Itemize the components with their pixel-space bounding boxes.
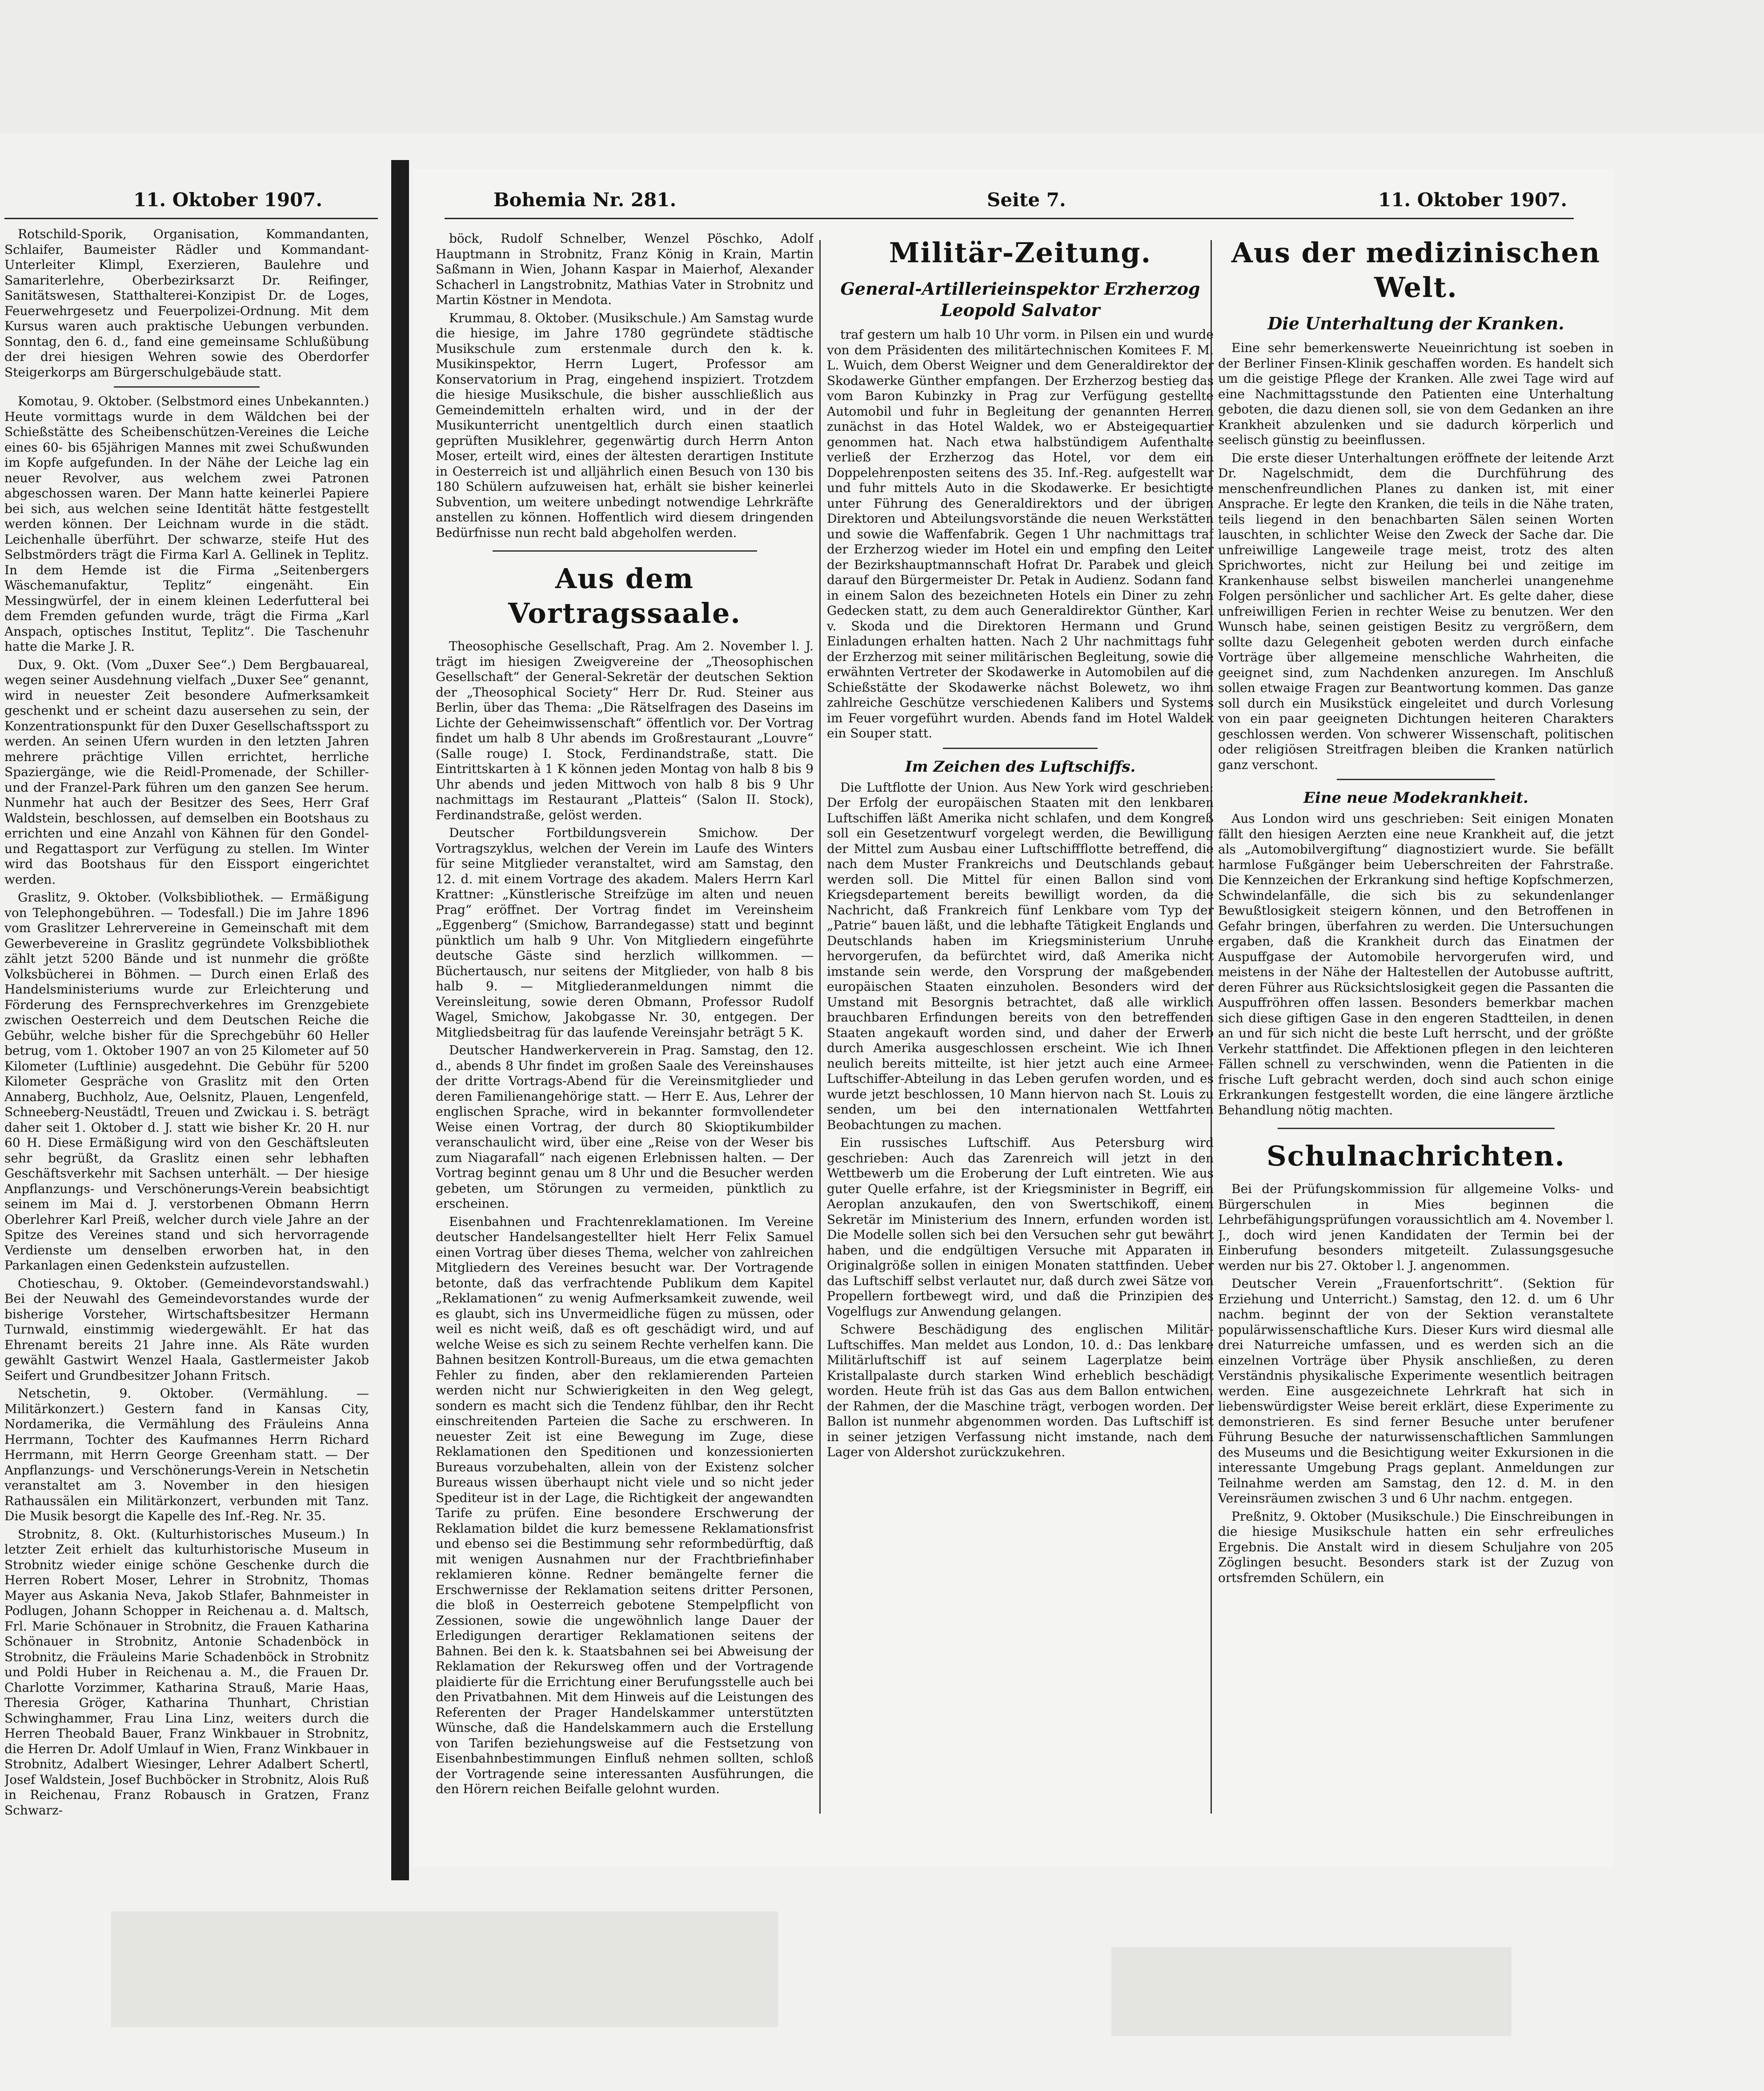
left-paragraph: Chotieschau, 9. Oktober. (Gemeindevorstandswahl.) Bei der Neuwahl des Gemeindevorstandes wurde der bisherige Vorsteher, Wirtschaftsbesitzer Hermann Turnwald, einstimmig wiedergewählt. Er hat das Ehrenamt bereits 21 Jahre inne. Als Räte wurden gewählt Gastwirt Wenzel Haala, Gastlermeister Jakob Seifert und Grundbesitzer Johann Fritsch.	[4, 1276, 369, 1383]
left-paragraph: Strobnitz, 8. Okt. (Kulturhistorisches Museum.) In letzter Zeit erhielt das kulturhistorische Museum in Strobnitz wieder einige schöne Geschenke durch die Herren Robert Moser, Lehrer in Strobnitz, Thomas Mayer aus Askania Neva, Jakob Stlafer, Bahnmeister in Podlugen, Johann Schopper in Reichenau a. d. Maltsch, Frl. Marie Schönauer in Strobnitz, die Frauen Katharina Schönauer in Strobnitz, Antonie Schadenböck in Strobnitz, die Fräuleins Marie Schadenböck in Strobnitz und Poldi Huber in Reichenau a. M., die Frauen Dr. Charlotte Vorzimmer, Katharina Strauß, Marie Haas, Theresia Gröger, Katharina Thunhart, Christian Schwinghammer, Frau Lina Linz, weiters durch die Herren Theobald Bauer, Franz Winkbauer in Strobnitz, die Herren Dr. Adolf Umlauf in Wien, Franz Winkbauer in Strobnitz, Adalbert Wiesinger, Lehrer Adalbert Schertl, Josef Waldstein, Josef Buchböcker in Strobnitz, Alois Ruß in Reichenau, Franz Robausch in Gratzen, Franz Schwarz-	[4, 1526, 369, 1818]
left-facing-page	[0, 151, 382, 1991]
left-column-text	[4, 227, 369, 1960]
header-rule	[445, 218, 1574, 219]
left-paragraph: Komotau, 9. Oktober. (Selbstmord eines Unbekannten.) Heute vormittags wurde in dem Wäldchen bei der Schießstätte des Scheibenschützen-Vereines die Leiche eines 60- bis 65jährigen Mannes mit zwei Schußwunden im Kopfe aufgefunden. In der Nähe der Leiche lag ein neuer Revolver, aus welchem zwei Patronen abgeschossen waren. Der Mann hatte keinerlei Papiere bei sich, aus welchen seine Identität hätte festgestellt werden können. Der Leichnam wurde in die städt. Leichenhalle überführt. Der schwarze, steife Hut des Selbstmörders trägt die Firma Karl A. Gellinek in Teplitz. In dem Hemde ist die Firma „Seitenbergers Wäschemanufaktur, Teplitz“ eingenäht. Ein Messingwürfel, der in einem kleinen Lederfutteral bei dem Fremden gefunden wurde, trägt die Firma „Karl Anspach, optisches Institut, Teplitz“. Die Taschenuhr hatte die Marke J. R.	[4, 394, 369, 654]
left-paragraph: Graslitz, 9. Oktober. (Volksbibliothek. — Ermäßigung von Telephongebühren. — Todesfall.) Die im Jahre 1896 vom Graslitzer Lehrervereine in Gemeinschaft mit dem Gewerbevereine in Graslitz gegründete Volksbibliothek zählt jetzt 5200 Bände und ist nunmehr die größte Volksbücherei in Böhmen. — Durch einen Erlaß des Handelsministeriums wurde zur Erleichterung und Förderung des Fernsprechverkehres im Grenzgebiete zwischen Oesterreich und dem Deutschen Reiche die Gebühr, welche bisher für die Sprechgebühr 60 Heller betrug, vom 1. Oktober 1907 an von 25 Kilometer auf 50 Kilometer (Luftlinie) ausgedehnt. Die Gebühr für 5200 Kilometer Gespräche von Graslitz mit den Orten Annaberg, Buchholz, Aue, Oelsnitz, Plauen, Lengenfeld, Schneeberg-Neustädtl, Treuen und Zwickau i. S. beträgt daher seit 1. Oktober d. J. statt wie bisher Kr. 20 H. nur 60 H. Diese Ermäßigung wird von den Geschäftsleuten sehr begrüßt, da Graslitz einen sehr lebhaften Geschäftsverkehr mit Sachsen unterhält. — Der hiesige Anpflanzungs- und Verschönerungs-Verein beabsichtigt seinem im Mai d. J. verstorbenen Obmann Herrn Oberlehrer Karl Preiß, welcher durch viele Jahre an der Spitze des Vereines stand und sich hervorragende Verdienste um denselben erworben hat, in den Parkanlagen einen Gedenkstein aufzustellen.	[4, 890, 369, 1273]
article-text: Die Luftflotte der Union. Aus New York wird geschrieben: Der Erfolg der europäischen Staaten mit den lenkbaren Luftschiffen läßt Amerika nicht schlafen, und dem Kongreß soll ein Gesetzentwurf vorgelegt werden, die Bewilligung der Mittel zum Ausbau einer Luftschiffflotte betreffend, die nach dem Muster Frankreichs und Deutschlands gebaut werden soll. Die Mittel für einen Ballon sind vom Kriegsdepartement bereits bewilligt worden, da die Nachricht, daß Frankreich fünf Lenkbare vom Typ der „Patrie“ bauen läßt, und die lebhafte Tätigkeit Englands und Deutschlands haben im Kriegsministerium Unruhe hervorgerufen, da befürchtet wird, daß Amerika nicht imstande sein werde, den Vorsprung der maßgebenden europäischen Staaten einzuholen. Besonders wird der Umstand mit Besorgnis betrachtet, daß alle wirklich brauchbaren Erfindungen bereits von den betreffenden Staaten angekauft worden sind, und daher der Erwerb durch Amerika ausgeschlossen erscheint. Wie ich Ihnen neulich bereits mitteilte, ist hier jetzt auch eine Armee-Luftschiffer-Abteilung in das Leben gerufen worden, und es wurde jetzt beschlossen, 10 Mann hiervon nach St. Louis zu senden, um bei den internationalen Wettfahrten Beobachtungen zu machen.	[827, 780, 1214, 1132]
article-title: Im Zeichen des Luftschiffs.	[905, 757, 1136, 776]
article-text: Bei der Prüfungskommission für allgemeine Volks- und Bürgerschulen in Mies beginnen die Lehrbefähigungsprüfungen voraussichtlich am 4. November l. J., doch wird jenen Kandidaten der Termin bei der Einberufung besonders mitgeteilt. Zulassungsgesuche werden nur bis 27. Oktober l. J. angenommen.	[1218, 1182, 1614, 1273]
scan-background-top	[0, 0, 1764, 133]
column-rule	[819, 240, 821, 1814]
divider	[943, 748, 1098, 749]
column-4	[1218, 231, 1614, 1814]
binding-gutter	[391, 160, 409, 1880]
section-title-medizinische-welt: Aus der medizinischen Welt.	[1231, 236, 1601, 304]
divider	[1337, 779, 1495, 780]
divider	[1278, 1128, 1555, 1129]
scan-smudge	[1111, 1947, 1511, 2036]
left-header-rule	[4, 218, 378, 219]
left-paragraph: Rotschild-Sporik, Organisation, Kommandanten, Schlaifer, Baumeister Rädler und Kommandant-Unterleiter Klimpl, Exerzieren, Baulehre und Samariterlehre, Oberbezirksarzt Dr. Reifinger, Sanitätswesen, Statthalterei-Konzipist Dr. de Loges, Feuerwehrgesetz und Feuerpolizei-Ordnung. Mit dem Kursus waren auch praktische Uebungen verbunden. Sonntag, den 6. d., fand eine gemeinsame Schlußübung der drei hiesigen Wehren sowie des Oberdorfer Steigerkorps am Bürgerschulgebäude statt.	[4, 227, 369, 380]
left-paragraph: Netschetin, 9. Oktober. (Vermählung. — Militärkonzert.) Gestern fand in Kansas City, Nordamerika, die Vermählung des Fräuleins Anna Herrmann, Tochter des Kaufmannes Herrn Richard Herrmann, mit Herrn George Greenham statt. — Der Anpflanzungs- und Verschönerungs-Verein in Netschetin veranstaltet am 3. November in den hiesigen Rathaussälen ein Militärkonzert, verbunden mit Tanz. Die Musik besorgt die Kapelle des Inf.-Reg. Nr. 35.	[4, 1386, 369, 1523]
column-2	[436, 231, 814, 1814]
article-text: Schwere Beschädigung des englischen Militär-Luftschiffes. Man meldet aus London, 10. d.: Das lenkbare Militärluftschiff ist auf seinem Lagerplatze beim Kristallpalaste durch starken Wind erheblich beschädigt worden. Heute früh ist das Gas aus dem Ballon entwichen, der Rahmen, der die Maschine trägt, verbogen worden. Der Ballon ist nunmehr abgenommen worden. Das Luftschiff ist in seiner jetzigen Verfassung nicht imstande, nach dem Lager von Aldershot zurückzukehren.	[827, 1322, 1214, 1459]
left-paragraph: Dux, 9. Okt. (Vom „Duxer See“.) Dem Bergbauareal, wegen seiner Ausdehnung vielfach „Duxer See“ genannt, wird in neuester Zeit besondere Aufmerksamkeit geschenkt und er scheint dazu ausersehen zu sein, der Konzentrationspunkt für den Duxer Gesellschaftssport zu werden. An seinen Ufern wurden in den letzten Jahren mehrere prächtige Villen errichtet, herrliche Spaziergänge, wie die Reidl-Promenade, der Schiller- und der Franzel-Park führen um den ganzen See herum. Nunmehr hat auch der Besitzer des Sees, Herr Graf Waldstein, beschlossen, auf demselben ein Bootshaus zu errichten und eine Anzahl von Kähnen für den Gondel- und Regattasport zur Verfügung zu stellen. Im Winter wird das Bootshaus für den Eissport eingerichtet werden.	[4, 657, 369, 887]
paper-issue-title: Bohemia Nr. 281.	[493, 189, 677, 211]
article-text: Eine sehr bemerkenswerte Neueinrichtung ist soeben in der Berliner Finsen-Klinik geschaffen worden. Es handelt sich um die geistige Pflege der Kranken. Alle zwei Tage wird auf eine Nachmittagsstunde den Patienten eine Unterhaltung geboten, die dazu dienen soll, sie von dem Gedanken an ihre Krankheit abzulenken und sie dadurch körperlich und seelisch günstig zu beeinflussen.	[1218, 340, 1614, 447]
divider	[114, 386, 260, 388]
section-title-vortragssaale: Aus dem Vortragssaale.	[508, 562, 741, 629]
article-text: Krummau, 8. Oktober. (Musikschule.) Am Samstag wurde die hiesige, im Jahre 1780 gegründete städtische Musikschule zum erstenmale durch den k. k. Musikinspektor, Herrn Lugert, Professor am Konservatorium in Prag, eingehend inspiziert. Trotzdem die hiesige Musikschule, die bisher ausschließlich aus Gemeindemitteln erhalten wird, und in der der Musikunterricht unentgeltlich durch einen staatlich geprüften Musiklehrer, gegenwärtig durch Herrn Anton Moser, erteilt wird, eines der ältesten derartigen Institute in Oesterreich ist und alljährlich einen Besuch von 130 bis 180 Schülern aufzuweisen hat, erhält sie bisher keinerlei Subvention, um weitere unbedingt notwendige Lehrkräfte anstellen zu können. Hoffentlich wird diesem dringenden Bedürfnisse nun recht bald abgeholfen werden.	[436, 310, 814, 540]
scan-smudge	[111, 1911, 778, 2027]
section-title-militaer-zeitung: Militär-Zeitung.	[889, 236, 1152, 269]
article-text: traf gestern um halb 10 Uhr vorm. in Pilsen ein und wurde von dem Präsidenten des militärtechnischen Komitees F. M. L. Wuich, dem Oberst Weigner und dem Generaldirektor der Skodawerke Günther empfangen. Der Erzherzog bestieg das vom Baron Kubinzky in Prag zur Verfügung gestellte Automobil und fuhr in Begleitung der genannten Herren zunächst in das Hotel Waldek, wo er Absteigequartier genommen hat. Nach etwa halbstündigem Aufenthalte verließ der Erzherzog das Hotel, vor dem ein Doppelehrenposten seitens des 35. Inf.-Reg. aufgestellt war und fuhr mittels Auto in die Skodawerke. Er besichtigte unter Führung des Generaldirektors und der übrigen Direktoren und Abteilungsvorstände die neuen Werkstätten und sowie die Waffenfabrik. Gegen 1 Uhr nachmittags traf der Erzherzog wieder im Hotel ein und empfing den Leiter der Bezirkshauptmannschaft Hofrat Dr. Parabek und gleich darauf den Bürgermeister Dr. Petak in Audienz. Sodann fand in einem Salon des bezeichneten Hotels ein Diner zu zehn Gedecken statt, zu dem auch Generaldirektor Günther, Karl v. Skoda und die Direktoren Hermann und Grund Einladungen erhalten hatten. Nach 2 Uhr nachmittags fuhr der Erzherzog mit seiner militärischen Begleitung, sowie die erwähnten Vertreter der Skodawerke in Automobilen auf die Schießstätte der Skodawerke nächst Bolewetz, wo ihm zahlreiche Geschütze verschiedenen Kalibers und Systems im Feuer vorgeführt wurden. Abends fand im Hotel Waldek ein Souper statt.	[827, 327, 1214, 741]
page-date: 11. Oktober 1907.	[1378, 189, 1568, 211]
article-text: Deutscher Fortbildungsverein Smichow. Der Vortragszyklus, welchen der Verein im Laufe des Winters für seine Mitglieder veranstaltet, wird am Samstag, den 12. d. mit einem Vortrage des akadem. Malers Herrn Karl Krattner: „Künstlerische Streifzüge im alten und neuen Prag“ eröffnet. Der Vortrag findet im Vereinsheim „Eggenberg“ (Smichow, Barrandegasse) statt und beginnt pünktlich um halb 9 Uhr. Von Mitgliedern eingeführte deutsche Gäste sind herzlich willkommen. — Büchertausch, nur seitens der Mitglieder, von halb 8 bis halb 9. — Mitgliederanmeldungen nimmt die Vereinsleitung, sowie deren Obmann, Professor Rudolf Wagel, Smichow, Jakobgasse Nr. 30, entgegen. Der Mitgliedsbeitrag für das laufende Vereinsjahr beträgt 5 K.	[436, 825, 814, 1040]
article-text: Deutscher Handwerkerverein in Prag. Samstag, den 12. d., abends 8 Uhr findet im großen Saale des Vereinshauses der dritte Vortrags-Abend für die Vereinsmitglieder und deren Familienangehörige statt. — Herr E. Aus, Lehrer der englischen Sprache, wird in bekannter formvollendeter Weise einen Vortrag, der durch 80 Skioptikumbilder veranschaulicht wird, über eine „Reise von der Weser bis zum Niagarafall“ nach eigenen Erlebnissen halten. — Der Vortrag beginnt genau um 8 Uhr und die Besucher werden gebeten, um Störungen zu vermeiden, pünktlich zu erscheinen.	[436, 1043, 814, 1211]
article-title: Eine neue Modekrankheit.	[1303, 789, 1528, 807]
article-text: Die erste dieser Unterhaltungen eröffnete der leitende Arzt Dr. Nagelschmidt, dem die Durchführung des menschenfreundlichen Planes zu danken ist, mit einer Ansprache. Er legte den Kranken, die teils in die Nähe traten, teils liegend in den benachbarten Sälen seinen Worten lauschten, in schlichter Weise den Zweck der Sache dar. Die unfreiwillige Langeweile trage meist, trotz des alten Sprichwortes, nicht zur Heilung bei und zeitige im Krankenhause selbst bisweilen mancherlei unangenehme Folgen persönlicher und sachlicher Art. Es gelte daher, diese unfreiwilligen Ferien in rechter Weise zu benutzen. Wer den Wunsch habe, seinen geistigen Besitz zu vergrößern, dem sollte dazu Gelegenheit geboten werden durch einfache Vorträge über allgemeine menschliche Wahrheiten, die geeignet sind, zum Nachdenken anzuregen. Im Anschluß sollen etwaige Fragen zur Beantwortung kommen. Das ganze soll durch ein Musikstück eingeleitet und durch Vorlesung von ein paar geeigneten Dichtungen heiteren Charakters geschlossen werden. Von schwerer Wissenschaft, politischen oder religiösen Streitfragen bleiben die Kranken natürlich ganz verschont.	[1218, 450, 1614, 772]
article-text: böck, Rudolf Schnelber, Wenzel Pöschko, Adolf Hauptmann in Strobnitz, Franz König in Krain, Martin Saßmann in Wien, Johann Kaspar in Maierhof, Alexander Schacherl in Langstrobnitz, Mathias Vater in Strobnitz und Martin Köstner in Mendota.	[436, 231, 814, 307]
article-text: Preßnitz, 9. Oktober (Musikschule.) Die Einschreibungen in die hiesige Musikschule hatten ein sehr erfreuliches Ergebnis. Die Anstalt wird in diesem Schuljahre von 205 Zöglingen besucht. Besonders stark ist der Zuzug von ortsfremden Schülern, ein	[1218, 1509, 1614, 1585]
page-number: Seite 7.	[987, 189, 1066, 211]
article-title: Die Unterhaltung der Kranken.	[1267, 313, 1564, 333]
article-text: Eisenbahnen und Frachtenreklamationen. Im Vereine deutscher Handelsangestellter hielt Herr Felix Samuel einen Vortrag über dieses Thema, welcher von zahlreichen Mitgliedern des Vereines besucht war. Der Vortragende betonte, daß das verfrachtende Publikum dem Kapitel „Reklamationen“ zu wenig Aufmerksamkeit zuwende, weil es glaubt, sich ins Unvermeidliche fügen zu müssen, oder weil es nicht weiß, daß es oft geschädigt wird, und auf welche Weise es sich zu seinem Rechte verhelfen kann. Die Bahnen besitzen Kontroll-Bureaus, um die etwa gemachten Fehler zu finden, aber den reklamierenden Parteien werden nicht nur Schwierigkeiten in den Weg gelegt, sondern es macht sich die Tendenz fühlbar, den ihr Recht einschreitenden Parteien die Sache zu erschweren. In neuester Zeit ist eine Bewegung im Zuge, diese Reklamationen den Speditionen und konzessionierten Bureaus vorzubehalten, allein von der Existenz solcher Bureaus wissen überhaupt nicht viele und so nicht jeder Spediteur ist in der Lage, die Richtigkeit der angewandten Tarife zu prüfen. Eine besondere Erschwerung der Reklamation bildet die kurz bemessene Reklamationsfrist und ebenso sei die Bestimmung sehr reformbedürftig, daß mit wenigen Ausnahmen nur der Frachtbriefinhaber reklamieren könne. Redner bemängelte ferner die Erschwernisse der Reklamation seitens dritter Personen, die bloß in Oesterreich gebotene Stempelpflicht von Zessionen, sowie die ungewöhnlich lange Dauer der Erledigungen derartiger Reklamationen seitens der Bahnen. Bei den k. k. Staatsbahnen sei bei Abweisung der Reklamation der Rekursweg offen und der Vortragende plaidierte für die Errichtung einer Berufungsstelle auch bei den Privatbahnen. Mit dem Hinweis auf die Leistungen des Referenten der Prager Handelskammer unterstützten Wünsche, daß die Handelskammern auch die Erstellung von Tarifen beziehungsweise auf die Festsetzung von Eisenbahnbestimmungen Einfluß nehmen sollten, schloß der Vortragende seine interessanten Ausführungen, die den Hörern reichen Beifalle gelohnt wurden.	[436, 1214, 814, 1796]
left-page-date: 11. Oktober 1907.	[133, 189, 323, 211]
divider	[493, 550, 757, 552]
column-3	[827, 231, 1214, 1814]
article-title: General-Artillerieinspektor Erzherzog Leopold Salvator	[840, 279, 1200, 320]
article-text: Aus London wird uns geschrieben: Seit einigen Monaten fällt den hiesigen Aerzten eine neue Krankheit auf, die jetzt als „Automobilvergiftung“ diagnostiziert wurde. Sie befällt harmlose Fußgänger beim Ueberschreiten der Fahrstraße. Die Kennzeichen der Erkrankung sind heftige Kopfschmerzen, Schwindelanfälle, die sich bis zu sekundenlanger Bewußtlosigkeit steigern können, und den Betroffenen in Gefahr bringen, überfahren zu werden. Die Untersuchungen ergaben, daß die Krankheit durch das Einatmen der Auspuffgase der Automobile hervorgerufen wird, und meistens in der Nähe der Haltestellen der Autobusse auftritt, deren Führer aus Rücksichtslosigkeit gegen die Passanten die Auspuffröhren offen lassen. Besonders bemerkbar machen sich diese giftigen Gase in den engeren Stadtteilen, in denen an und für sich nicht die beste Luft herrscht, und der größte Verkehr stattfindet. Die Affektionen pflegen in den leichteren Fällen schnell zu verschwinden, wenn die Patienten in die frische Luft gebracht werden, doch sind auch schon einige Erkrankungen festgestellt worden, die eine längere ärztliche Behandlung nötig machten.	[1218, 811, 1614, 1118]
article-text: Theosophische Gesellschaft, Prag. Am 2. November l. J. trägt im hiesigen Zweigvereine der „Theosophischen Gesellschaft“ der General-Sekretär der deutschen Sektion der „Theosophical Society“ Herr Dr. Rud. Steiner aus Berlin, über das Thema: „Die Rätselfragen des Daseins im Lichte der Geheimwissenschaft“ öffentlich vor. Der Vortrag findet um halb 8 Uhr abends im Großrestaurant „Louvre“ (Salle rouge) I. Stock, Ferdinandstraße, statt. Die Eintrittskarten à 1 K können jeden Montag von halb 8 bis 9 Uhr abends und jeden Mittwoch von halb 8 bis 9 Uhr nachmittags im Restaurant „Platteis“ (Salon II. Stock), Ferdinandstraße, gelöst werden.	[436, 639, 814, 822]
article-text: Ein russisches Luftschiff. Aus Petersburg wird geschrieben: Auch das Zarenreich will jetzt in den Wettbewerb um die Eroberung der Luft eintreten. Wie aus guter Quelle erfahre, ist der Kriegsminister in Begriff, ein Aeroplan anzukaufen, den von Swertschikoff, einem Sekretär im Ministerium des Innern, erfunden worden ist. Die Modelle sollen sich bei den Versuchen sehr gut bewährt haben, und die endgültigen Versuche mit Apparaten in Originalgröße sollen in einigen Monaten stattfinden. Ueber das Luftschiff selbst verlautet nur, daß durch zwei Sätze von Propellern fortbewegt wird, und daß die Prinzipien des Vogelflugs zur Anwendung gelangen.	[827, 1135, 1214, 1319]
section-title-schulnachrichten: Schulnachrichten.	[1266, 1140, 1566, 1172]
article-text: Deutscher Verein „Frauenfortschritt“. (Sektion für Erziehung und Unterricht.) Samstag, den 12. d. um 6 Uhr nachm. beginnt der von der Sektion veranstaltete populärwissenschaftliche Kurs. Dieser Kurs wird diesmal alle drei Naturreiche umfassen, und es werden sich an die einzelnen Vorträge über Physik anschließen, zu deren Verständnis physikalische Experimente wesentlich beitragen werden. Eine ausgezeichnete Lehrkraft hat sich in liebenswürdigster Weise bereit erklärt, diese Experimente zu demonstrieren. Es sind ferner Besuche unter berufener Führung Besuche der naturwissenschaftlichen Sammlungen des Museums und die Besichtigung weiter Exkursionen in die interessante Umgebung Prags geplant. Anmeldungen zur Teilnahme werden am Samstag, den 12. d. M. in den Vereinsräumen zwischen 3 und 6 Uhr nachm. entgegen.	[1218, 1276, 1614, 1506]
